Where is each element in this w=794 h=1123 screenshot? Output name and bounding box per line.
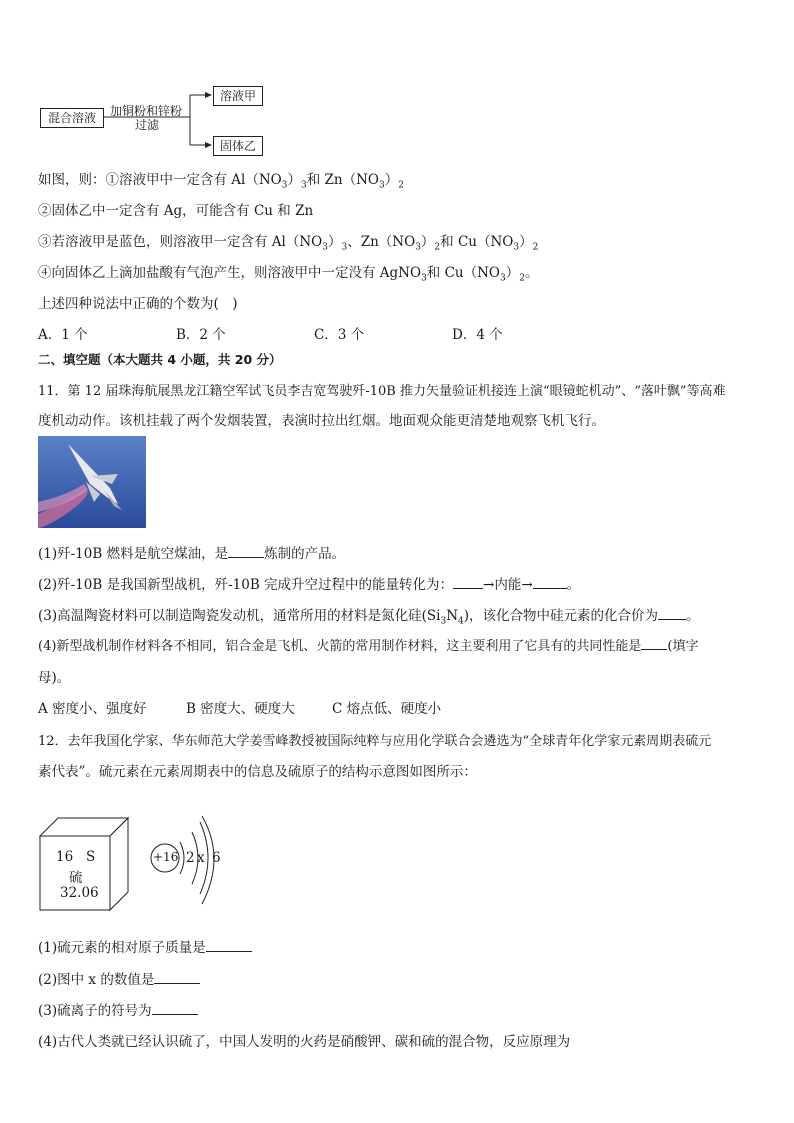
q11-choice-b[interactable]: B 密度大、硬度大 [186,701,295,717]
q10-statement-1 [38,168,404,191]
q12-p2-text: (2)图中 x 的数值是 [38,972,155,988]
answer-blank[interactable] [641,635,667,650]
q10-option-b[interactable]: B．2 个 [176,327,226,343]
q10-s1-part: ） [384,172,399,188]
sub: 3 [440,616,447,627]
q10-s1-part: ①溶液甲中一定含有 Al（NO [105,172,282,188]
sub: 2 [434,242,441,253]
q10-s1-part: 和 Zn（NO [306,172,379,188]
q10-s3-part: 和 Cu（NO [440,234,514,250]
q12-part-1 [38,936,252,956]
sub: 2 [519,273,525,284]
q10-s3-part: ） [420,234,435,250]
q11-choice-a[interactable]: A 密度小、强度好 [38,701,147,717]
q11-p3-text: 。 [686,608,700,624]
q11-stem-line-2: 度机动动作。该机挂载了两个发烟装置，表演时拉出红烟。地面观众能更清楚地观察飞机飞行。 [38,413,605,429]
q12-stem-line-1: 12．去年我国化学家、华东师范大学姜雪峰教授被国际纯粹与应用化学联合会遴选为“全球青年化学家元素周期表硫元 [38,734,712,749]
answer-blank[interactable] [533,574,567,589]
q10-intro: 如图，则： [38,172,106,188]
q10-s4-part: ） [505,265,520,281]
element-number: 16 [56,849,74,865]
q11-part-2 [38,573,580,593]
q12-p1-text: (1)硫元素的相对原子质量是 [38,940,206,956]
q10-statement-3 [38,230,538,253]
flow-arrows [0,0,794,160]
answer-blank[interactable] [453,574,483,589]
sub: 3 [513,242,520,253]
fighter-jet-photo [38,436,146,528]
sub: 2 [532,242,539,253]
q11-choice-c[interactable]: C 熔点低、硬度小 [332,701,442,717]
q12-part-3 [38,999,198,1019]
q11-p2-text: →内能→ [483,577,533,593]
q11-stem-line-1: 11．第 12 届珠海航展黑龙江籍空军试飞员李吉宽驾驶歼-10B 推力矢量验证机接连上演“眼镜蛇机动”、“落叶飘”等高难 [38,384,726,399]
q12-stem-line-2: 素代表”。硫元素在元素周期表中的信息及硫原子的结构示意图如图所示： [38,764,477,780]
q10-s3-part: ） [327,234,342,250]
sub: 3 [322,242,328,253]
q10-statement-4 [38,261,538,284]
sub: 3 [378,180,385,191]
q10-s4-part: 和 Cu（NO [426,265,500,281]
q11-p3-text: (3)高温陶瓷材料可以制造陶瓷发动机，通常所用的材料是氮化硅(Si [38,608,441,624]
q11-p3-text: N [446,608,459,624]
q10-s4-part: 。 [524,265,539,281]
sub: 3 [421,273,427,284]
atom-shell-1: 2 [186,850,195,866]
q11-p4-text: (4)新型战机制作材料各不相同，铝合金是飞机、火箭的常用制作材料，这主要利用了它具有的共同性能是 [38,639,642,654]
sub: 3 [500,273,506,284]
element-mass: 32.06 [60,885,99,901]
q11-p1-text: (1)歼-10B 燃料是航空煤油，是 [38,546,229,562]
q10-option-d[interactable]: D．4 个 [452,327,503,343]
q10-s4-part: ④向固体乙上滴加盐酸有气泡产生，则溶液甲中一定没有 AgNO [38,265,422,281]
q10-s3-part: ） [519,234,533,250]
flow-box-solution-a: 溶液甲 [213,86,263,106]
q11-p3-text: )，该化合物中硅元素的化合价为 [463,608,659,624]
q10-s1-part: ） [287,172,301,188]
answer-blank[interactable] [206,937,252,952]
flow-box-mixed-solution: 混合溶液 [40,108,104,128]
sub: 4 [458,616,464,627]
atom-shell-2: x [197,850,205,866]
q11-p4-text: (填字 [667,639,699,654]
answer-blank[interactable] [154,969,200,984]
sub: 3 [415,242,421,253]
q12-part-4: (4)古代人类就已经认识硫了，中国人发明的火药是硝酸钾、碳和硫的混合物，反应原理为 [38,1034,571,1050]
answer-blank[interactable] [658,605,686,620]
sub: 3 [300,180,307,191]
atom-nucleus: +16 [153,850,179,864]
sub: 2 [398,180,404,191]
flow-box-solid-b: 固体乙 [213,136,263,156]
q10-option-c[interactable]: C．3 个 [314,327,365,343]
element-symbol: S [86,849,96,865]
section-title: 二、填空题（本大题共 4 小题，共 20 分） [38,352,282,367]
answer-blank[interactable] [152,1000,198,1015]
q12-p3-text: (3)硫离子的符号为 [38,1003,152,1019]
q11-p2-text: (2)歼-10B 是我国新型战机，歼-10B 完成升空过程中的能量转化为： [38,577,454,593]
atom-shell-3: 6 [212,850,221,866]
q12-part-2 [38,968,200,988]
element-name: 硫 [69,870,83,886]
q11-part-4 [38,635,699,654]
q10-question: 上述四种说法中正确的个数为( ) [38,296,238,312]
q11-part-3 [38,604,700,627]
flow-arrow-label-bottom: 过滤 [135,118,160,132]
answer-blank[interactable] [228,543,264,558]
q10-statement-2: ②固体乙中一定含有 Ag，可能含有 Cu 和 Zn [38,203,314,219]
sub: 3 [341,242,348,253]
q10-s3-part: 、Zn（NO [347,234,416,250]
q11-part-1 [38,542,345,562]
sub: 3 [281,180,288,191]
q11-p1-text: 炼制的产品。 [264,546,346,562]
q10-s3-part: ③若溶液甲是蓝色，则溶液甲一定含有 Al（NO [38,234,323,250]
q10-option-a[interactable]: A．1 个 [38,327,88,343]
q11-part-4-cont: 母)。 [38,670,71,686]
q11-p2-text: 。 [566,577,581,593]
flow-arrow-label-top: 加铜粉和锌粉 [110,104,183,118]
